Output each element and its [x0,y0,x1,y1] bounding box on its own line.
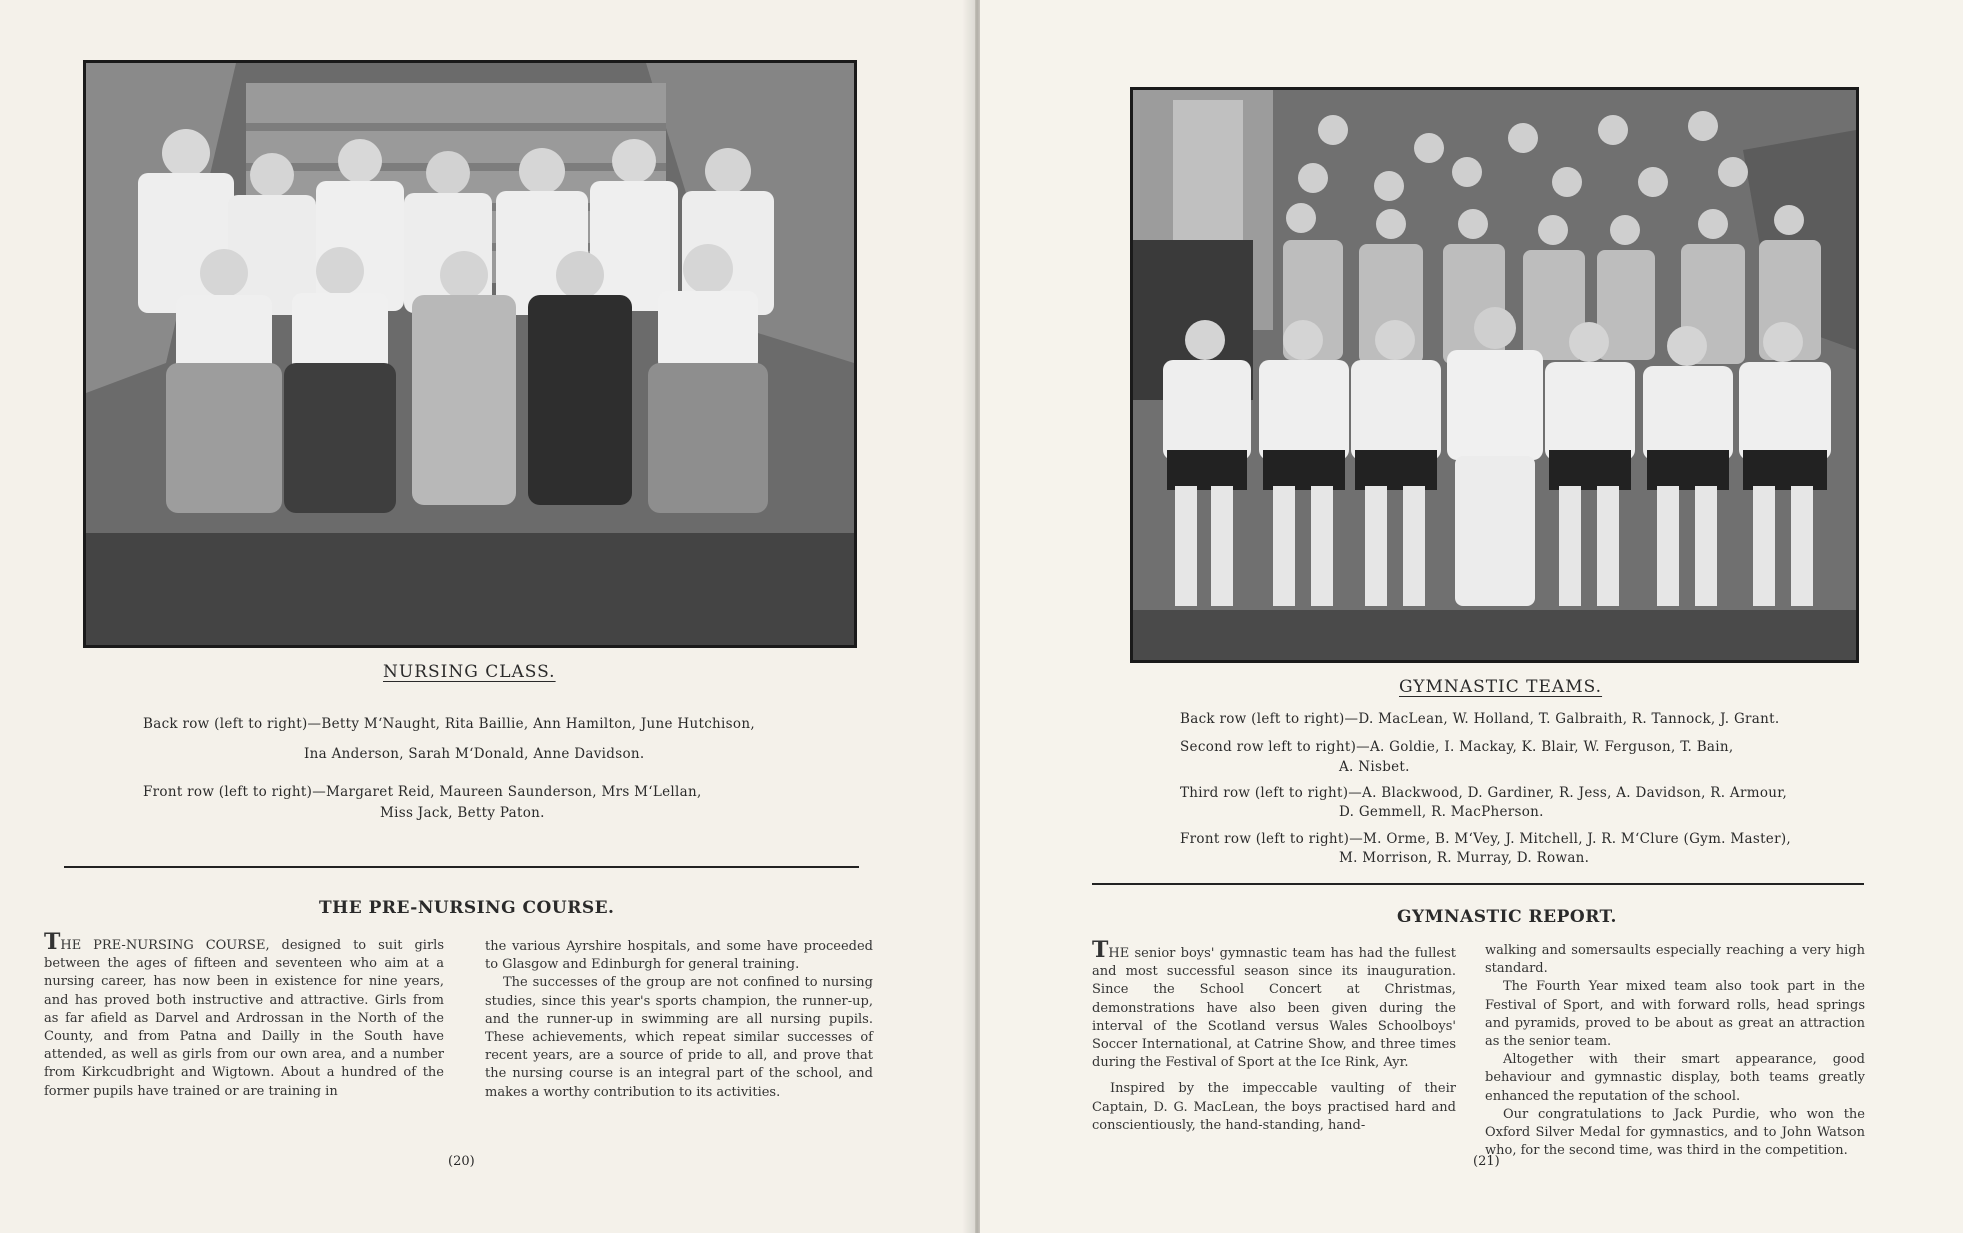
caption-line: Ina Anderson, Sarah M‘Donald, Anne Davidson. [304,746,645,762]
gymnastic-report-column-1 [1092,937,1456,1135]
dropcap: T [44,929,61,955]
dropcap: T [1092,937,1109,963]
caption-line: Third row (left to right)—A. Blackwood, D. Gardiner, R. Jess, A. Davidson, R. Armour, [1180,785,1788,801]
caption-line: D. Gemmell, R. MacPherson. [1339,804,1544,820]
caption-line: M. Morrison, R. Murray, D. Rowan. [1339,850,1590,866]
caption-line: A. Nisbet. [1339,759,1410,775]
paragraph: HE PRE-NURSING COURSE, designed to suit girls between the ages of fifteen and seventeen who aim at a nursing career, has now been in existence for nine years, and has proved both instructive and attractive. Girls from as far afield as Darvel and Ardrossan in the North of the County, and from Patna and Dailly in the South have attended, as well as girls from our own area, and a number from Kirkcudbright and Wigtown. About a hundred of the former pupils have trained or are training in [44,938,444,1099]
gymnastic-report-column-2 [1485,942,1865,1160]
page-number: (20) [448,1154,475,1169]
paragraph: The Fourth Year mixed team also took part in the Festival of Sport, and with forward rolls, head springs and pyramids, proved to be about as great an attraction as the senior team. [1485,979,1865,1050]
caption-line: Back row (left to right)—D. MacLean, W. Holland, T. Galbraith, R. Tannock, J. Grant. [1180,711,1780,727]
caption-line: Back row (left to right)—Betty M‘Naught, Rita Baillie, Ann Hamilton, June Hutchison, [143,716,755,732]
pre-nursing-column-2 [485,938,873,1102]
caption-line: Second row left to right)—A. Goldie, I. Mackay, K. Blair, W. Ferguson, T. Bain, [1180,739,1734,755]
paragraph: Inspired by the impeccable vaulting of their Captain, D. G. MacLean, the boys practised hard and conscientiously, the hand-standing, hand- [1092,1081,1456,1133]
pre-nursing-course-title: THE PRE-NURSING COURSE. [319,898,615,918]
caption-line: Miss Jack, Betty Paton. [380,805,545,821]
nursing-class-caption-title: NURSING CLASS. [383,662,556,682]
gymnastic-report-title: GYMNASTIC REPORT. [1397,907,1617,927]
caption-line: Front row (left to right)—M. Orme, B. M‘Vey, J. Mitchell, J. R. M‘Clure (Gym. Master), [1180,831,1791,847]
paragraph: The successes of the group are not confined to nursing studies, since this year's sports champion, the runner-up, and the runner-up in swimming are all nursing pupils. These achievements, which repeat similar successes of recent years, are a source of pride to all, and prove that the nursing course is an integral part of the school, and makes a worthy contribution to its activities. [485,975,873,1100]
gymnastic-teams-caption-title: GYMNASTIC TEAMS. [1399,677,1603,697]
gymnastic-teams-photo [1130,87,1859,663]
page-number: (21) [1473,1154,1500,1169]
caption-line: Front row (left to right)—Margaret Reid, Maureen Saunderson, Mrs M‘Lellan, [143,784,702,800]
divider-rule [64,866,859,868]
pre-nursing-column-1 [44,929,444,1101]
nursing-class-photo [83,60,857,648]
page-left [0,0,975,1233]
paragraph: the various Ayrshire hospitals, and some have proceeded to Glasgow and Edinburgh for general training. [485,939,873,973]
paragraph: HE senior boys' gymnastic team has had the fullest and most successful season since its inauguration. Since the School Concert at Christmas, demonstrations have also been given during the interval of the Scotland versus Wales Schoolboys' Soccer International, at Catrine Show, and three times during the Festival of Sport at the Ice Rink, Ayr. [1092,946,1456,1071]
paragraph: Our congratulations to Jack Purdie, who won the Oxford Silver Medal for gymnastics, and to John Watson who, for the second time, was third in the competition. [1485,1106,1865,1159]
paragraph: Altogether with their smart appearance, good behaviour and gymnastic display, both teams greatly enhanced the reputation of the school. [1485,1052,1865,1104]
page-right [980,0,1963,1233]
divider-rule [1092,883,1864,885]
paragraph: walking and somersaults especially reaching a very high standard. [1485,943,1865,977]
